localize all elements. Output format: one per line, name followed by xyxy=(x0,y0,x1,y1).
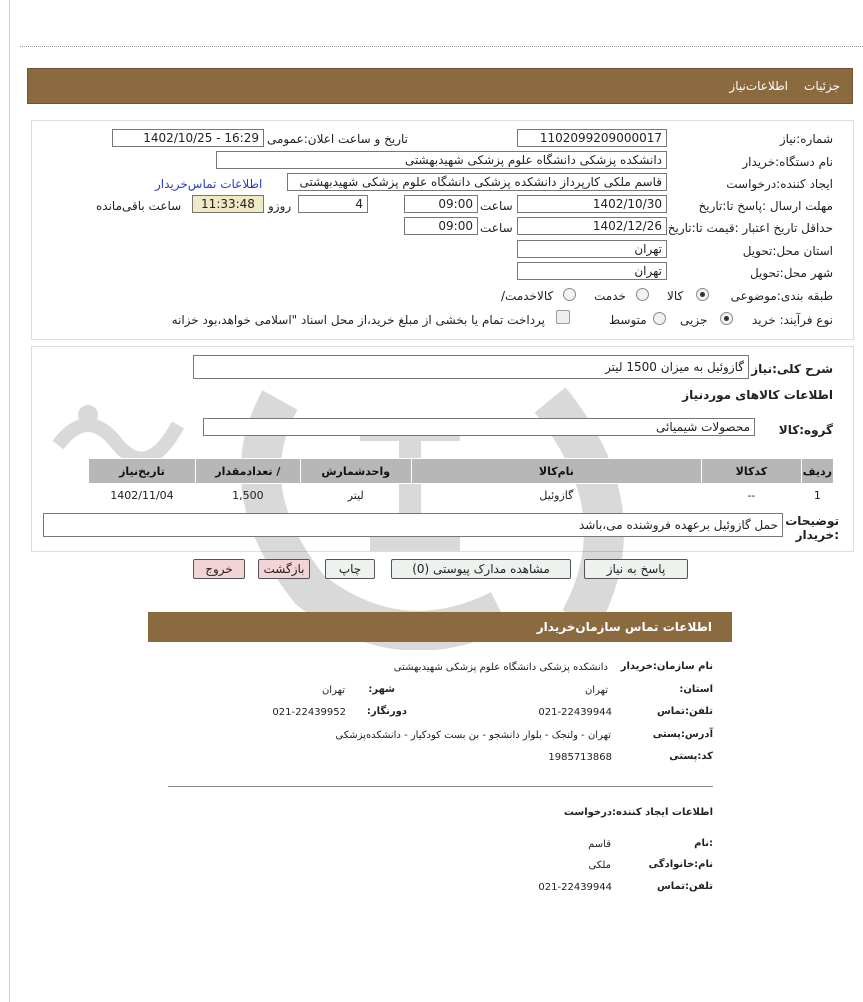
back-button[interactable]: بازگشت xyxy=(258,559,310,579)
payment-checkbox[interactable] xyxy=(556,310,570,324)
deadline-time-field: 09:00 xyxy=(404,195,478,213)
category-label: طبقه بندی:موضوعی xyxy=(730,289,833,303)
print-button[interactable]: چاپ xyxy=(325,559,375,579)
need-number-field: 1102099209000017 xyxy=(517,129,667,147)
remaining-time-field: 11:33:48 xyxy=(192,195,264,213)
process-minor-label: جزیی xyxy=(680,313,708,327)
province-field: تهران xyxy=(517,240,667,258)
col-name: نام‌کالا xyxy=(411,459,701,484)
creator-family-label: نام:خانوادگی xyxy=(648,859,713,870)
category-goods-service-radio[interactable] xyxy=(563,288,576,301)
goods-info-title: اطلاعات کالاهای موردنیاز xyxy=(682,388,833,402)
category-service-radio[interactable] xyxy=(636,288,649,301)
payment-note: پرداخت تمام یا بخشی از مبلغ خرید،از محل اسناد "اسلامی خواهد،بود خزانه xyxy=(171,313,545,327)
contact-postal: 1985713868 xyxy=(548,752,612,763)
contact-address: تهران - ولنجک - بلوار دانشجو - بن بست کودکیار - دانشکده‌پزشکی xyxy=(335,730,611,741)
cell-qty: 1,500 xyxy=(232,488,264,502)
buyer-note-label: توضیحات :خریدار xyxy=(785,514,839,542)
col-qty: / تعدادمقدار xyxy=(195,459,300,484)
cell-row: 1 xyxy=(813,488,821,502)
days-field: 4 xyxy=(298,195,368,213)
org-field: دانشکده پزشکی دانشگاه علوم پزشکی شهیدبهشتی xyxy=(216,151,667,169)
contact-province: تهران xyxy=(584,685,608,696)
contact-phone: 021-22439944 xyxy=(538,707,612,718)
goods-group-field: محصولات شیمیائی xyxy=(203,418,755,436)
creator-phone: 021-22439944 xyxy=(538,882,612,893)
summary-desc-field: گازوئیل به میزان 1500 لیتر xyxy=(193,355,749,379)
summary-desc-label: شرح کلی:نیاز xyxy=(751,362,833,376)
announce-label: تاریخ و ساعت اعلان:عمومی xyxy=(266,132,408,146)
contact-address-label: آدرس:پستی xyxy=(652,729,713,740)
attachments-button[interactable]: مشاهده مدارک پیوستی (0) xyxy=(391,559,571,579)
table-row xyxy=(89,484,834,507)
cell-date: 1402/11/04 xyxy=(110,488,174,502)
validity-time-field: 09:00 xyxy=(404,217,478,235)
tab-need-info[interactable]: اطلاعات‌نیاز xyxy=(729,79,788,93)
process-medium-radio[interactable] xyxy=(653,312,666,325)
buyer-contact-link[interactable]: اطلاعات تماس‌خریدار xyxy=(155,177,263,191)
contact-divider xyxy=(168,786,713,787)
province-label: استان محل:تحویل xyxy=(742,244,833,258)
city-field: تهران xyxy=(517,262,667,280)
goods-table xyxy=(88,458,834,506)
contact-org-label: نام سازمان:خریدار xyxy=(620,661,713,672)
validity-label: حداقل تاریخ اعتبار :قیمت تا:تاریخ xyxy=(667,221,833,235)
left-border-line xyxy=(9,0,10,1002)
process-minor-radio[interactable] xyxy=(720,312,733,325)
org-label: نام دستگاه:خریدار xyxy=(742,155,833,169)
contact-city: تهران xyxy=(321,685,345,696)
buyer-note-field: حمل گازوئیل برعهده فروشنده می،باشد xyxy=(43,513,783,537)
category-service-label: خدمت xyxy=(594,289,626,303)
cell-code: -- xyxy=(747,488,756,502)
creator-phone-label: تلفن:تماس xyxy=(656,881,713,892)
cell-name: گازوئیل xyxy=(539,488,574,502)
contact-title: اطلاعات تماس سازمان‌خریدار xyxy=(536,620,712,634)
need-number-label: شماره:نیاز xyxy=(779,132,833,146)
creator-field: قاسم ملکی کارپرداز دانشکده پزشکی دانشگاه علوم پزشکی شهیدبهشتی xyxy=(287,173,667,191)
creator-label: ایجاد کننده:درخواست xyxy=(726,177,833,191)
process-label: نوع فرآیند: خرید xyxy=(752,313,833,327)
contact-org: دانشکده پزشکی دانشگاه علوم پزشکی شهیدبهشتی xyxy=(393,662,608,673)
city-label: شهر محل:تحویل xyxy=(749,266,833,280)
reply-button[interactable]: پاسخ به نیاز xyxy=(584,559,688,579)
goods-group-label: گروه:کالا xyxy=(778,423,833,437)
contact-fax-label: :دورنگار xyxy=(366,706,407,717)
col-unit: واحدشمارش xyxy=(300,459,411,484)
contact-postal-label: کد:پستی xyxy=(669,751,713,762)
category-goods-label: کالا xyxy=(667,289,684,303)
creator-name-label: نام: xyxy=(694,838,713,849)
validity-time-label: ساعت xyxy=(480,221,513,235)
deadline-time-label: ساعت xyxy=(480,199,513,213)
days-label: روزو xyxy=(268,199,292,213)
creator-name: قاسم xyxy=(588,839,611,850)
exit-button[interactable]: خروج xyxy=(193,559,245,579)
details-header-bar xyxy=(27,68,853,104)
creator-info-title: اطلاعات ایجاد کننده:درخواست xyxy=(563,807,713,818)
tab-details[interactable]: جزئیات xyxy=(804,79,840,93)
contact-header-bar xyxy=(148,612,732,642)
contact-province-label: :استان xyxy=(679,684,713,695)
contact-phone-label: تلفن:تماس xyxy=(656,706,713,717)
col-date: تاریخ‌نیاز xyxy=(89,459,196,484)
category-goods-radio[interactable] xyxy=(696,288,709,301)
process-medium-label: متوسط xyxy=(609,313,647,327)
col-code: کدکالا xyxy=(702,459,802,484)
category-goods-service-label: /کالاخدمت xyxy=(501,289,554,303)
deadline-date-field: 1402/10/30 xyxy=(517,195,667,213)
deadline-label: مهلت ارسال :پاسخ تا:تاریخ xyxy=(698,199,833,213)
col-row: ردیف xyxy=(801,459,833,484)
contact-city-label: :شهر xyxy=(368,684,395,695)
contact-fax: 021-22439952 xyxy=(272,707,346,718)
announce-field: 1402/10/25 - 16:29 xyxy=(112,129,264,147)
cell-unit: لیتر xyxy=(347,488,364,502)
creator-family: ملکی xyxy=(588,860,611,871)
top-dotted-line xyxy=(20,46,863,47)
validity-date-field: 1402/12/26 xyxy=(517,217,667,235)
remaining-label: ساعت باقی‌مانده xyxy=(96,199,182,213)
